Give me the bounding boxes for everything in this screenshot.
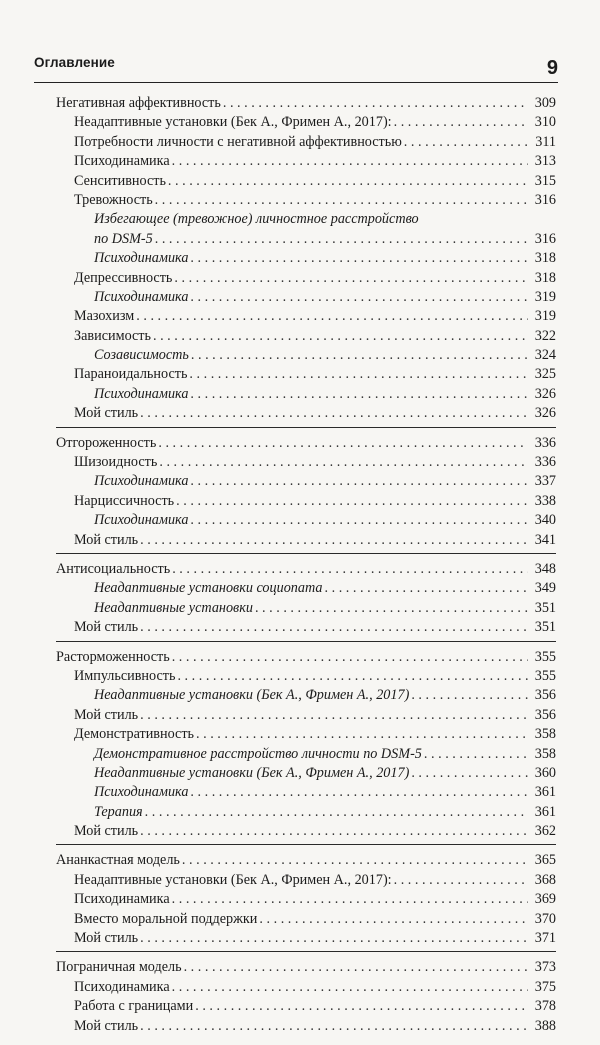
- toc-entry[interactable]: [56, 365, 556, 384]
- toc-entry-page: 375: [534, 978, 556, 995]
- toc-entry-page: 361: [534, 784, 556, 801]
- dot-leader: [159, 453, 528, 472]
- toc-entry[interactable]: [56, 725, 556, 744]
- toc-entry-title: по DSM-5: [94, 230, 153, 247]
- toc-entry[interactable]: [56, 929, 556, 948]
- toc-entry-title: Мазохизм: [74, 308, 135, 325]
- dot-leader: [190, 249, 528, 268]
- toc-section: [56, 94, 556, 428]
- toc-entry[interactable]: [56, 978, 556, 997]
- toc-entry-page: 319: [534, 308, 556, 325]
- toc-entry-title: Психодинамика: [74, 891, 170, 908]
- toc-entry-title: Неадаптивные установки (Бек А., Фримен А., 2017):: [74, 114, 392, 131]
- dot-leader: [190, 783, 528, 802]
- toc-entry-page: 388: [534, 1017, 556, 1034]
- dot-leader: [177, 667, 528, 686]
- toc-entry-page: 351: [534, 619, 556, 636]
- toc-entry[interactable]: [56, 1017, 556, 1036]
- toc-entry[interactable]: [56, 958, 556, 977]
- dot-leader: [140, 706, 528, 725]
- toc-entry-page: 318: [534, 250, 556, 267]
- toc-entry-page: 309: [534, 95, 556, 111]
- toc-entry-page: 371: [534, 930, 556, 947]
- toc-entry[interactable]: [56, 560, 556, 579]
- toc-entry-page: 373: [534, 959, 556, 976]
- toc-entry-page: 316: [534, 230, 556, 247]
- toc-entry-page: 336: [534, 434, 556, 451]
- toc-entry-title: Мой стиль: [74, 619, 139, 636]
- toc-entry-title: Отгороженность: [56, 434, 157, 451]
- toc-entry[interactable]: [56, 764, 556, 783]
- toc-entry-page: 355: [534, 667, 556, 684]
- dot-leader: [411, 764, 528, 783]
- toc-entry[interactable]: [56, 686, 556, 705]
- toc-entry[interactable]: [56, 434, 556, 453]
- toc-entry[interactable]: [56, 871, 556, 890]
- toc-entry-page: 378: [534, 998, 556, 1015]
- toc-section: [56, 958, 556, 1039]
- toc-entry-page: 326: [534, 405, 556, 422]
- toc-entry-title: Депрессивность: [74, 269, 173, 286]
- toc-entry-page: 348: [534, 560, 556, 577]
- dot-leader: [158, 434, 528, 453]
- toc-entry-title: Мой стиль: [74, 706, 139, 723]
- toc-entry-title: Мой стиль: [74, 405, 139, 422]
- dot-leader: [172, 978, 528, 997]
- table-of-contents: [56, 94, 556, 1045]
- toc-entry-page: 337: [534, 473, 556, 490]
- toc-entry-page: 368: [534, 871, 556, 888]
- toc-entry-page: 313: [534, 153, 556, 170]
- toc-entry-page: 318: [534, 269, 556, 286]
- toc-entry[interactable]: [56, 288, 556, 307]
- page-number: 9: [546, 57, 558, 79]
- toc-entry-page: 358: [534, 726, 556, 743]
- toc-entry[interactable]: [56, 404, 556, 423]
- toc-entry-page: 336: [534, 454, 556, 471]
- toc-entry[interactable]: [56, 706, 556, 725]
- toc-entry-title: Нарциссичность: [74, 492, 175, 509]
- toc-entry[interactable]: [56, 327, 556, 346]
- toc-entry-title: Мой стиль: [74, 930, 139, 947]
- toc-entry-title: Психодинамика: [94, 784, 189, 801]
- toc-entry[interactable]: [56, 152, 556, 171]
- toc-entry-title-line1: Избегающее (тревожное) личностное расстройство: [94, 211, 419, 228]
- toc-entry-title: Ананкастная модель: [56, 852, 180, 869]
- toc-entry-page: 361: [534, 803, 556, 820]
- dot-leader: [411, 686, 528, 705]
- toc-entry[interactable]: [56, 472, 556, 491]
- toc-entry[interactable]: [56, 230, 556, 249]
- dot-leader: [259, 910, 528, 929]
- toc-entry-title: Расторможенность: [56, 648, 170, 665]
- dot-leader: [394, 113, 528, 132]
- dot-leader: [155, 191, 528, 210]
- toc-entry-title: Сенситивность: [74, 172, 166, 189]
- toc-entry-title: Неадаптивные установки социопата: [94, 580, 323, 597]
- dot-leader: [404, 133, 528, 152]
- toc-entry[interactable]: [56, 307, 556, 326]
- toc-entry[interactable]: [56, 531, 556, 550]
- toc-entry-page: 324: [534, 347, 556, 364]
- dot-leader: [140, 618, 528, 637]
- running-header: [34, 52, 558, 83]
- toc-entry-title: Антисоциальность: [56, 560, 171, 577]
- toc-entry[interactable]: [56, 492, 556, 511]
- toc-entry-page: 370: [534, 910, 556, 927]
- dot-leader: [140, 1017, 528, 1036]
- toc-entry[interactable]: [56, 579, 556, 598]
- dot-leader: [172, 560, 528, 579]
- dot-leader: [184, 958, 528, 977]
- toc-entry-page: 362: [534, 823, 556, 840]
- toc-entry-page: 360: [534, 764, 556, 781]
- toc-entry-title: Шизоидность: [74, 454, 158, 471]
- toc-entry-title: Неадаптивные установки (Бек А., Фримен А., 2017):: [74, 871, 392, 888]
- toc-entry[interactable]: [56, 249, 556, 268]
- toc-entry[interactable]: [56, 783, 556, 802]
- toc-entry-page: 351: [534, 599, 556, 616]
- toc-entry-title: Психодинамика: [94, 512, 189, 529]
- toc-entry[interactable]: [56, 890, 556, 909]
- toc-section: [56, 851, 556, 952]
- dot-leader: [174, 269, 528, 288]
- toc-entry-title: Мой стиль: [74, 823, 139, 840]
- toc-entry-page: 349: [534, 580, 556, 597]
- toc-entry-page: 326: [534, 385, 556, 402]
- toc-entry[interactable]: [56, 618, 556, 637]
- toc-entry-title: Психодинамика: [94, 288, 189, 305]
- toc-entry[interactable]: [56, 94, 556, 113]
- toc-entry[interactable]: [56, 851, 556, 870]
- toc-section: [56, 434, 556, 554]
- toc-entry-title: Мой стиль: [74, 1017, 139, 1034]
- dot-leader: [195, 997, 528, 1016]
- dot-leader: [182, 851, 528, 870]
- toc-entry[interactable]: [56, 822, 556, 841]
- toc-section: [56, 560, 556, 642]
- toc-entry-page: 356: [534, 706, 556, 723]
- dot-leader: [136, 307, 528, 326]
- dot-leader: [191, 346, 528, 365]
- toc-entry-page: 358: [534, 745, 556, 762]
- dot-leader: [255, 599, 528, 618]
- toc-entry-page: 322: [534, 327, 556, 344]
- dot-leader: [424, 745, 528, 764]
- running-header-title: Оглавление: [34, 55, 115, 70]
- dot-leader: [196, 725, 528, 744]
- dot-leader: [155, 230, 528, 249]
- dot-leader: [172, 648, 528, 667]
- toc-entry[interactable]: [56, 910, 556, 929]
- toc-entry-title: Негативная аффективность: [56, 95, 221, 111]
- toc-entry-title: Мой стиль: [74, 531, 139, 548]
- dot-leader: [190, 288, 528, 307]
- dot-leader: [176, 492, 528, 511]
- toc-entry[interactable]: [56, 803, 556, 822]
- toc-entry-title: Неадаптивные установки: [94, 599, 253, 616]
- dot-leader: [223, 94, 528, 113]
- toc-entry-title: Пограничная модель: [56, 959, 182, 976]
- toc-entry[interactable]: [56, 667, 556, 686]
- toc-entry[interactable]: [56, 113, 556, 132]
- toc-entry[interactable]: [56, 133, 556, 152]
- toc-entry[interactable]: [56, 385, 556, 404]
- dot-leader: [190, 472, 528, 491]
- toc-entry-page: 365: [534, 852, 556, 869]
- dot-leader: [168, 172, 528, 191]
- toc-entry-page: 316: [534, 191, 556, 208]
- dot-leader: [190, 511, 528, 530]
- dot-leader: [190, 385, 528, 404]
- toc-entry-title: Психодинамика: [94, 385, 189, 402]
- toc-entry-title: Психодинамика: [94, 250, 189, 267]
- toc-entry[interactable]: [56, 453, 556, 472]
- toc-entry[interactable]: [56, 997, 556, 1016]
- toc-entry-page: 311: [535, 133, 556, 150]
- toc-entry-title: Неадаптивные установки (Бек А., Фримен А., 2017): [94, 687, 410, 704]
- toc-entry-title: Психодинамика: [74, 978, 170, 995]
- toc-entry[interactable]: [56, 599, 556, 618]
- dot-leader: [145, 803, 528, 822]
- toc-entry-title: Психодинамика: [94, 473, 189, 490]
- toc-entry-page: 340: [534, 512, 556, 529]
- toc-entry-title: Тревожность: [74, 191, 153, 208]
- toc-entry-title: Неадаптивные установки (Бек А., Фримен А., 2017): [94, 764, 410, 781]
- toc-entry-page: 338: [534, 492, 556, 509]
- toc-entry-title: Психодинамика: [74, 153, 170, 170]
- dot-leader: [140, 929, 528, 948]
- dot-leader: [140, 822, 528, 841]
- toc-entry-title: Вместо моральной поддержки: [74, 910, 258, 927]
- toc-entry-page: 369: [534, 891, 556, 908]
- toc-entry[interactable]: [56, 269, 556, 288]
- toc-entry-page: 315: [534, 172, 556, 189]
- toc-entry-title: Демонстративное расстройство личности по DSM-5: [94, 745, 422, 762]
- dot-leader: [172, 152, 528, 171]
- toc-entry-title: Импульсивность: [74, 667, 176, 684]
- toc-entry-page: 325: [534, 366, 556, 383]
- toc-entry[interactable]: [56, 191, 556, 210]
- dot-leader: [140, 531, 528, 550]
- toc-entry-title: Параноидальность: [74, 366, 188, 383]
- dot-leader: [325, 579, 529, 598]
- toc-entry[interactable]: [56, 172, 556, 191]
- toc-entry-page: 310: [534, 114, 556, 131]
- toc-entry-page: 341: [534, 531, 556, 548]
- toc-entry-page: 319: [534, 288, 556, 305]
- toc-entry[interactable]: [56, 745, 556, 764]
- dot-leader: [172, 890, 528, 909]
- toc-entry-title: Зависимость: [74, 327, 151, 344]
- toc-entry-title: Потребности личности с негативной аффективностью: [74, 133, 402, 150]
- toc-entry-title: Терапия: [94, 803, 143, 820]
- toc-entry-page: 356: [534, 687, 556, 704]
- dot-leader: [153, 327, 528, 346]
- toc-entry-page: 355: [534, 648, 556, 665]
- dot-leader: [189, 365, 528, 384]
- toc-section: [56, 648, 556, 846]
- toc-entry[interactable]: [56, 511, 556, 530]
- toc-entry[interactable]: [56, 648, 556, 667]
- toc-entry-title: Созависимость: [94, 347, 189, 364]
- dot-leader: [394, 871, 528, 890]
- toc-entry-title: Работа с границами: [74, 998, 194, 1015]
- toc-entry[interactable]: [56, 346, 556, 365]
- toc-entry-title: Демонстративность: [74, 726, 195, 743]
- dot-leader: [140, 404, 528, 423]
